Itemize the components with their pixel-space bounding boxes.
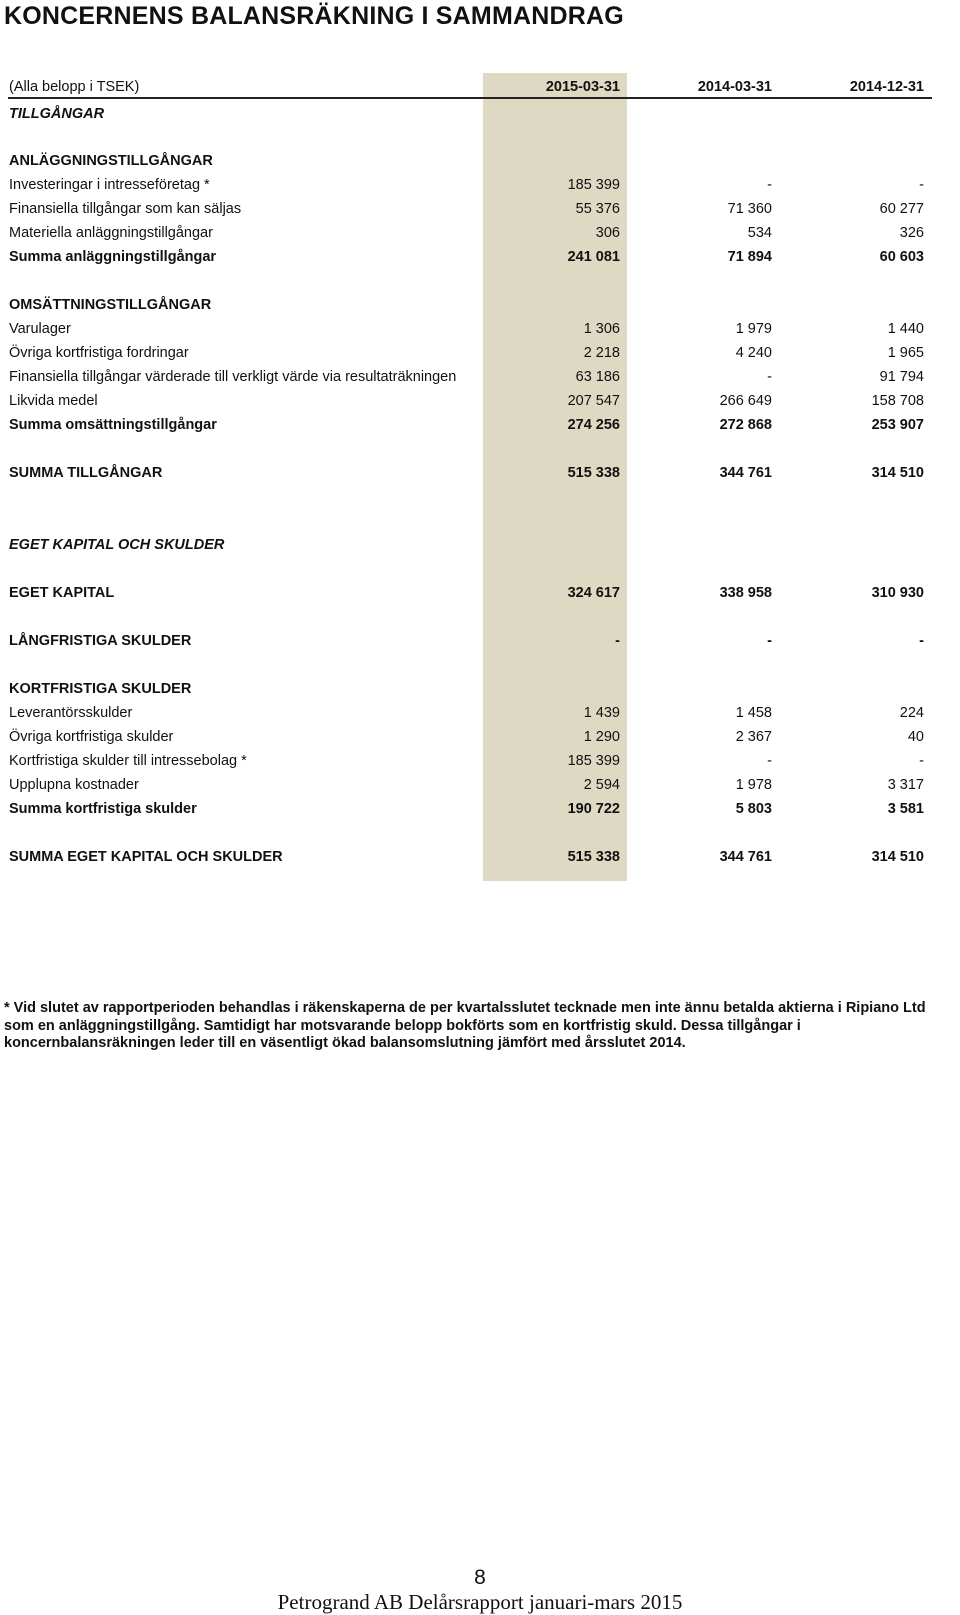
table-row: Investeringar i intresseföretag * 185 399 - - [9, 177, 924, 193]
section-heading: EGET KAPITAL OCH SKULDER [9, 537, 225, 553]
section-heading: TILLGÅNGAR [9, 106, 105, 122]
table-header [9, 76, 924, 98]
subtotal-row: Summa kortfristiga skulder 190 722 5 803 3 581 [9, 801, 924, 817]
table-row: Varulager 1 306 1 979 1 440 [9, 321, 924, 337]
table-row: Övriga kortfristiga fordringar 2 218 4 240 1 965 [9, 345, 924, 361]
total-row: LÅNGFRISTIGA SKULDER - - - [9, 633, 924, 649]
footnote: * Vid slutet av rapportperioden behandlas i räkenskaperna de per kvartalsslutet tecknade men inte ännu betalda aktierna i Ripiano Ltd som en anläggningstillgång. Samtidigt har motsvarande belopp bokförts som en kortfristig skuld. Dessa tillgångar i koncernbalansräkningen leder till en väsentligt ökad balansomslutning jämfört med årsslutet 2014. [4, 1000, 926, 1051]
column-header-2014-12-31: 2014-12-31 [849, 79, 924, 95]
page-footer: Petrogrand AB Delårsrapport januari-mars 2015 [277, 1590, 683, 1614]
subtotal-row: Summa omsättningstillgångar 274 256 272 868 253 907 [9, 417, 924, 433]
table-row: Likvida medel 207 547 266 649 158 708 [9, 393, 924, 409]
table-row: Finansiella tillgångar värderade till verkligt värde via resultaträkningen 63 186 - 91 794 [9, 369, 924, 385]
page-title: KONCERNENS BALANSRÄKNING I SAMMANDRAG [4, 2, 624, 30]
table-row: Finansiella tillgångar som kan säljas 55 376 71 360 60 277 [9, 201, 924, 217]
table-row: Leverantörsskulder 1 439 1 458 224 [9, 705, 924, 721]
total-row: EGET KAPITAL 324 617 338 958 310 930 [9, 585, 924, 601]
table-row: Materiella anläggningstillgångar 306 534 326 [9, 225, 924, 241]
page-number: 8 [474, 1566, 486, 1589]
column-header-2015-03-31: 2015-03-31 [545, 79, 620, 95]
column-header-2014-03-31: 2014-03-31 [697, 79, 772, 95]
subtotal-row: Summa anläggningstillgångar 241 081 71 894 60 603 [9, 249, 924, 265]
section-heading: OMSÄTTNINGSTILLGÅNGAR [9, 297, 212, 313]
amounts-unit-label: (Alla belopp i TSEK) [9, 79, 140, 95]
section-heading: KORTFRISTIGA SKULDER [9, 681, 192, 697]
table-row: Övriga kortfristiga skulder 1 290 2 367 40 [9, 729, 924, 745]
section-heading: ANLÄGGNINGSTILLGÅNGAR [9, 153, 213, 169]
grand-total-row: SUMMA EGET KAPITAL OCH SKULDER 515 338 344 761 314 510 [9, 849, 924, 865]
total-row: SUMMA TILLGÅNGAR 515 338 344 761 314 510 [9, 465, 924, 481]
header-divider [8, 97, 932, 99]
table-row: Kortfristiga skulder till intressebolag * 185 399 - - [9, 753, 924, 769]
table-row: Upplupna kostnader 2 594 1 978 3 317 [9, 777, 924, 793]
